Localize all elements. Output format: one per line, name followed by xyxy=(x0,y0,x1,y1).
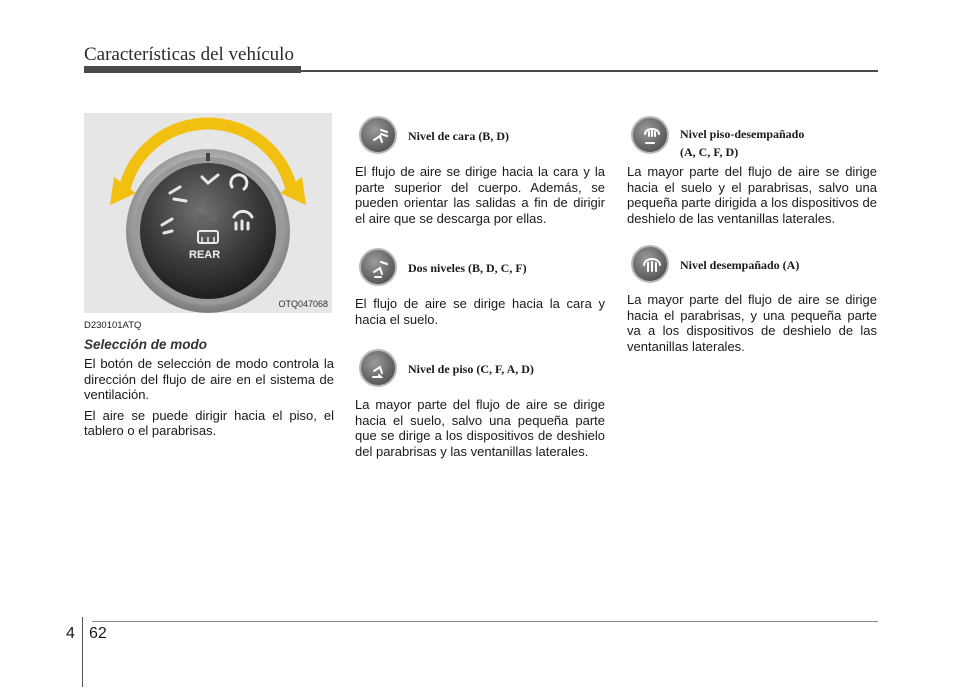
mode-knob-illustration xyxy=(84,113,332,313)
page-number: 62 xyxy=(89,625,107,642)
face-vent-icon xyxy=(359,116,397,154)
mode-knob-figure xyxy=(84,113,332,313)
footer-horizontal-rule xyxy=(92,621,878,622)
mode-face-text: El flujo de aire se dirige hacia la cara y la parte superior del cuerpo. Además, se pueden orientar las salidas a fin de dirigir el aire que se descarga por ellas. xyxy=(355,164,605,226)
floor-defrost-icon xyxy=(631,116,669,154)
page-header-title: Características del vehículo xyxy=(84,44,294,65)
header-rule-thin xyxy=(84,70,878,72)
section-code: D230101ATQ xyxy=(84,320,142,331)
section-heading: Selección de modo xyxy=(84,337,208,352)
mode-face-title: Nivel de cara (B, D) xyxy=(408,129,509,143)
chapter-number: 4 xyxy=(66,625,75,642)
mode-bilevel-text: El flujo de aire se dirige hacia la cara y hacia el suelo. xyxy=(355,296,605,327)
mode-floordefrost-title-line2: (A, C, F, D) xyxy=(680,145,739,159)
defrost-icon xyxy=(631,245,669,283)
mode-defrost-title: Nivel desempañado (A) xyxy=(680,258,800,272)
mode-floor-title: Nivel de piso (C, F, A, D) xyxy=(408,362,534,376)
figure-code: OTQ047068 xyxy=(278,299,328,309)
mode-floordefrost-text: La mayor parte del flujo de aire se dirige hacia el suelo y el parabrisas, salvo una pequeña parte dirigida a los dispositivos de deshielo de las ventanillas laterales. xyxy=(627,164,877,226)
mode-floordefrost-title-line1: Nivel piso-desempañado xyxy=(680,127,805,141)
intro-paragraph-1: El botón de selección de modo controla la dirección del flujo de aire en el sistema de ventilación. xyxy=(84,356,334,402)
mode-bilevel-title: Dos niveles (B, D, C, F) xyxy=(408,261,527,275)
mode-floor-text: La mayor parte del flujo de aire se dirige hacia el suelo, salvo una pequeña parte que se dirige a los dispositivos de deshielo del parabrisas y las ventanillas laterales. xyxy=(355,397,605,459)
mode-defrost-text: La mayor parte del flujo de aire se dirige hacia el parabrisas, y una pequeña parte va a los dispositivos de deshielo de las ventanillas laterales. xyxy=(627,292,877,354)
footer-vertical-rule xyxy=(82,617,83,687)
intro-paragraph-2: El aire se puede dirigir hacia el piso, el tablero o el parabrisas. xyxy=(84,407,334,438)
intro-section xyxy=(84,320,334,439)
bilevel-vent-icon xyxy=(359,248,397,286)
rear-defrost-label: REAR xyxy=(189,249,221,261)
floor-vent-icon xyxy=(359,349,397,387)
